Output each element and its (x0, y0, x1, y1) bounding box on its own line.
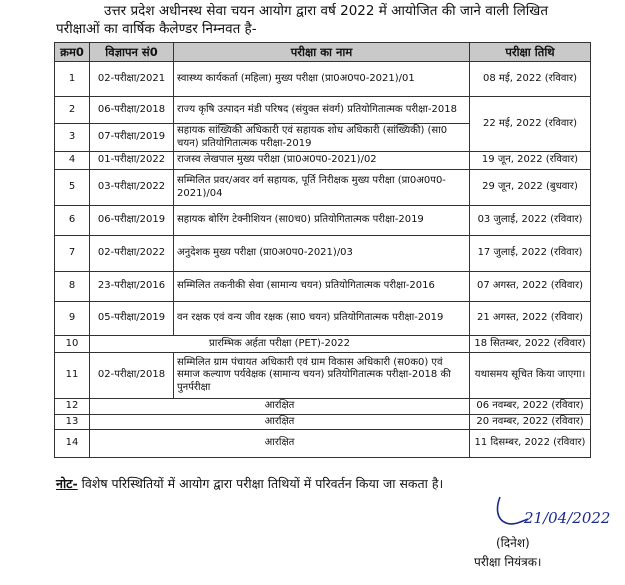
row-exam-name: सम्मिलित तकनीकी सेवा (सामान्य चयन) प्रतियोगितात्मक परीक्षा-2016 (174, 272, 470, 302)
header-exam-date: परीक्षा तिथि (470, 43, 591, 62)
row-exam-name: राज्य कृषि उत्पादन मंडी परिषद (संयुक्त संवर्ग) प्रतियोगितात्मक परीक्षा-2018 (174, 97, 470, 124)
row-advertisement: 23-परीक्षा/2016 (90, 272, 174, 302)
signatory-name: (दिनेश) (496, 536, 530, 550)
header-exam-name: परीक्षा का नाम (174, 43, 470, 62)
row-exam-name: आरक्षित (90, 399, 470, 415)
table-row (55, 152, 591, 170)
row-advertisement: 03-परीक्षा/2022 (90, 170, 174, 206)
row-exam-date: 29 जून, 2022 (बुधवार) (470, 170, 591, 206)
row-exam-date: 03 जुलाई, 2022 (रविवार) (470, 206, 591, 236)
table-row (55, 399, 591, 415)
row-exam-date: यथासमय सूचित किया जाएगा। (470, 353, 591, 399)
note (56, 475, 443, 492)
table-row (55, 336, 591, 353)
header-advertisement: विज्ञापन सं0 (90, 43, 174, 62)
table-header-row (55, 43, 591, 62)
row-serial: 7 (55, 236, 90, 272)
row-serial: 8 (55, 272, 90, 302)
table-row (55, 272, 591, 302)
row-exam-date: 21 अगस्त, 2022 (रविवार) (470, 302, 591, 336)
table-row (55, 302, 591, 336)
header-serial: क्रम0 (55, 43, 90, 62)
row-advertisement: 02-परीक्षा/2021 (90, 62, 174, 97)
row-exam-name: आरक्षित (90, 414, 470, 430)
row-serial: 13 (55, 414, 90, 430)
row-serial: 2 (55, 97, 90, 124)
row-serial: 4 (55, 152, 90, 170)
table-row (55, 170, 591, 206)
row-exam-date: 11 दिसम्बर, 2022 (रविवार) (470, 430, 591, 458)
intro-line-2: परीक्षाओं का वार्षिक कैलेण्डर निम्नवत है- (56, 21, 257, 37)
note-label: नोट- (56, 476, 78, 491)
row-serial: 12 (55, 399, 90, 415)
intro-text (56, 2, 596, 38)
row-exam-name: स्वास्थ्य कार्यकर्ता (महिला) मुख्य परीक्षा (प्रा0अ0प0-2021)/01 (174, 62, 470, 97)
row-exam-name: प्रारम्भिक अर्हता परीक्षा (PET)-2022 (90, 336, 470, 353)
signature-date: 21/04/2022 (524, 509, 611, 527)
table-row (55, 353, 591, 399)
row-serial: 6 (55, 206, 90, 236)
row-exam-name: सहायक बोरिंग टेक्नीशियन (सा0च0) प्रतियोगितात्मक परीक्षा-2019 (174, 206, 470, 236)
row-exam-date: 22 मई, 2022 (रविवार) (470, 97, 591, 152)
row-exam-date: 17 जुलाई, 2022 (रविवार) (470, 236, 591, 272)
row-exam-name: अनुदेशक मुख्य परीक्षा (प्रा0अ0प0-2021)/03 (174, 236, 470, 272)
row-advertisement: 06-परीक्षा/2018 (90, 97, 174, 124)
row-exam-date: 07 अगस्त, 2022 (रविवार) (470, 272, 591, 302)
row-exam-name: राजस्व लेखपाल मुख्य परीक्षा (प्रा0अ0प0-2021)/02 (174, 152, 470, 170)
row-advertisement: 07-परीक्षा/2019 (90, 124, 174, 152)
row-serial: 11 (55, 353, 90, 399)
table-row (55, 236, 591, 272)
table-row (55, 206, 591, 236)
row-exam-date: 19 जून, 2022 (रविवार) (470, 152, 591, 170)
row-serial: 10 (55, 336, 90, 353)
row-exam-date: 18 सितम्बर, 2022 (रविवार) (470, 336, 591, 353)
row-exam-date: 20 नवम्बर, 2022 (रविवार) (470, 414, 591, 430)
row-exam-name: सम्मिलित प्रवर/अवर वर्ग सहायक, पूर्ति निरीक्षक मुख्य परीक्षा (प्रा0अ0प0-2021)/04 (174, 170, 470, 206)
row-exam-name: वन रक्षक एवं वन्य जीव रक्षक (सा0 चयन) प्रतियोगितात्मक परीक्षा-2019 (174, 302, 470, 336)
row-advertisement: 06-परीक्षा/2019 (90, 206, 174, 236)
exam-calendar-table (54, 42, 591, 458)
table-row (55, 62, 591, 97)
note-text: विशेष परिस्थितियों में आयोग द्वारा परीक्षा तिथियों में परिवर्तन किया जा सकता है। (77, 476, 444, 491)
row-exam-name: आरक्षित (90, 430, 470, 458)
table-row (55, 414, 591, 430)
row-advertisement: 02-परीक्षा/2022 (90, 236, 174, 272)
row-advertisement: 02-परीक्षा/2018 (90, 353, 174, 399)
row-serial: 1 (55, 62, 90, 97)
row-exam-name: सम्मिलित ग्राम पंचायत अधिकारी एवं ग्राम विकास अधिकारी (स0क0) एवं समाज कल्याण पर्यवेक्षक (सामान्य चयन) प्रतियोगितात्मक परीक्षा-2018 की पुनर्परीक्षा (174, 353, 470, 399)
intro-line-1: उत्तर प्रदेश अधीनस्थ सेवा चयन आयोग द्वारा वर्ष 2022 में आयोजित की जाने वाली लिखित (103, 3, 549, 19)
table-row (55, 97, 591, 124)
row-exam-date: 08 मई, 2022 (रविवार) (470, 62, 591, 97)
row-serial: 3 (55, 124, 90, 152)
row-advertisement: 05-परीक्षा/2019 (90, 302, 174, 336)
row-serial: 9 (55, 302, 90, 336)
row-serial: 5 (55, 170, 90, 206)
row-serial: 14 (55, 430, 90, 458)
table-row (55, 430, 591, 458)
signatory-designation: परीक्षा नियंत्रक। (474, 555, 542, 569)
handwritten-signature (488, 493, 625, 533)
row-exam-date: 06 नवम्बर, 2022 (रविवार) (470, 399, 591, 415)
row-advertisement: 01-परीक्षा/2022 (90, 152, 174, 170)
row-exam-name: सहायक सांख्यिकी अधिकारी एवं सहायक शोध अधिकारी (सांख्यिकी) (सा0 चयन) प्रतियोगितात्मक परीक्षा-2019 (174, 124, 470, 152)
